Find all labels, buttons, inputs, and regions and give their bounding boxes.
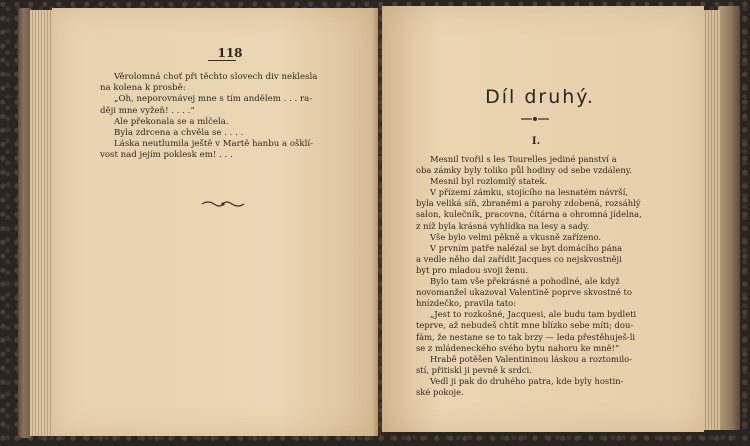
right-line: Mesnil byl rozlomilý statek. [430, 176, 548, 187]
title-ornament [520, 116, 550, 122]
right-line: se z mládeneckého svého bytu nahoru ke mně!“ [416, 342, 620, 353]
left-text-block [100, 72, 317, 162]
right-line: z níž byla krásná vyhlídka na lesy a sady. [416, 220, 590, 231]
right-line: „Jest to rozkošné, Jacquesi, ale budu tam bydleti [430, 309, 637, 320]
right-line: oba zámky byly toliko půl hodiny od sebe vzdáleny. [416, 165, 633, 176]
right-line: Hrabě potěšen Valentininou láskou a roztomilo- [430, 353, 633, 364]
right-line: ské pokoje. [416, 386, 464, 397]
left-line: ději mne vyžeň! . . . .“ [100, 105, 195, 116]
right-line: byla veliká síň, zbraněmi a parohy zdobená, rozsáhlý [416, 198, 641, 209]
left-line: Ale překonala se a mlčela. [114, 116, 229, 127]
left-line: „Oh, neporovnávej mne s tím andělem . . . ra- [114, 94, 313, 105]
page-number-rule [208, 60, 236, 61]
right-line: a vedle něho dal zařídit Jacques co nejskvostněji [416, 253, 622, 264]
right-line: Vedl ji pak do druhého patra, kde byly hostin- [430, 375, 624, 386]
right-line: teprve, až nebudeš chtít mne blízko sebe míti; dou- [416, 320, 634, 331]
left-line: Věrolomná choť při těchto slovech div neklesla [114, 72, 318, 82]
page-stack-left [30, 10, 54, 436]
right-line: Vše bylo velmi pěkně a vkusně zařízeno. [430, 231, 602, 242]
right-line: Mesnil tvořil s les Tourelles jediné panství a [430, 154, 617, 164]
end-ornament [200, 200, 246, 208]
right-line: byt pro mladou svoji ženu. [416, 264, 529, 275]
right-line: hnízdečko, pravila tato: [416, 298, 517, 309]
left-line: Byla zdrcena a chvěla se . . . . [114, 128, 244, 139]
right-line: stí, přitiskl ji pevně k srdci. [416, 364, 532, 375]
right-line: fám, že nestane se to tak brzy — leda přestěhuješ-li [416, 331, 636, 342]
left-line: na kolena k prosbě: [100, 83, 186, 94]
right-line: salon, kulečník, pracovna, čítárna a ohromná jídelna, [416, 209, 642, 220]
left-line: vost nad jejím poklesk em! . . . [100, 150, 233, 161]
right-line: V přízemí zámku, stojícího na lesnatém návrší, [430, 187, 629, 198]
chapter-title: Díl druhý. [485, 86, 595, 108]
right-line: novomanžel ukazoval Valentině poprve skvostné to [416, 287, 632, 298]
section-number: I. [531, 136, 541, 147]
right-line: V prvním patře nalézal se byt domácího pána [430, 242, 623, 253]
right-line: Bylo tam vše překrásné a pohodlné, ale když [430, 276, 620, 287]
left-line: Láska neutlumila ještě v Martě hanbu a ošklí- [114, 139, 314, 150]
book-cover-right-edge [718, 6, 740, 430]
page-number: 118 [217, 46, 243, 60]
right-text-block [416, 154, 660, 398]
